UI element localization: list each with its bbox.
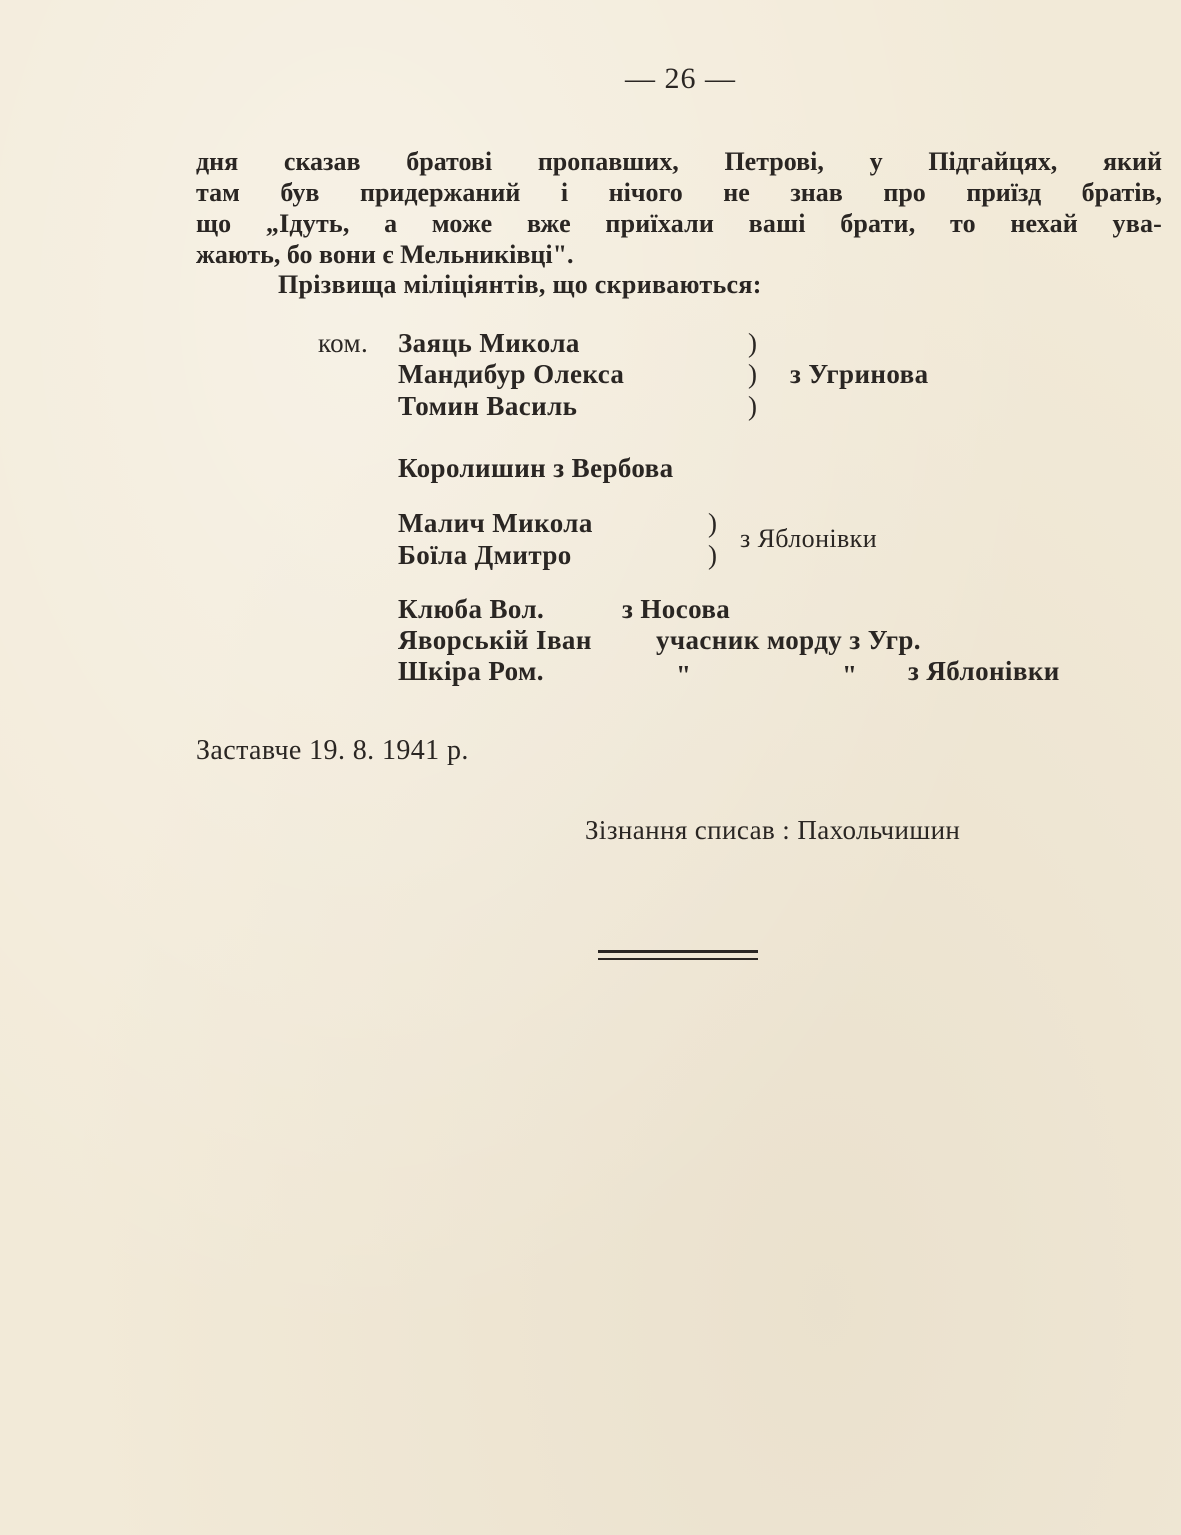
place-of-origin: з Яблонівки [740,524,878,553]
place-of-origin: з Носова [622,594,731,624]
place-of-origin: з Угринова [790,359,929,389]
date-line: Заставче 19. 8. 1941 р. [196,735,469,766]
militia-note: учасник морду з Угр. [656,625,921,655]
signature-line: Зізнання списав : Пахольчишин [585,815,961,845]
ditto-mark: " [842,660,858,690]
separator-rule-bottom [598,958,758,960]
militia-name: Заяць Микола [398,328,580,358]
bracket: ) [708,540,718,570]
militia-name: Шкіра Ром. [398,656,544,686]
paragraph-line: що „Ідуть, а може вже приїхали ваші брати, то нехай ува- [196,209,1162,238]
paragraph-line: там був придержаний і нічого не знав про приїзд братів, [196,178,1162,207]
place-of-origin: з Яблонівки [908,656,1060,686]
body-paragraph [196,146,1162,270]
militia-name: Клюба Вол. [398,594,545,624]
bracket: ) [748,359,758,389]
militia-name: Яворськiй Іван [398,625,592,655]
bracket: ) [748,391,758,421]
paragraph-line: дня сказав братові пропавших, Петрові, у Підгайцях, який [196,147,1162,176]
page-number: — 26 — [625,62,736,95]
militia-name: Малич Микола [398,508,593,538]
militia-name: Боїла Дмитро [398,540,572,570]
rank-prefix: ком. [318,328,369,358]
ditto-mark: " [676,660,692,690]
paragraph-line: жають, бо вони є Мельниківці". [196,240,574,269]
separator-rule-top [598,950,758,953]
militia-name: Томин Василь [398,391,578,421]
bracket: ) [748,328,758,358]
list-heading: Прізвища міліціянтів, що скриваються: [278,270,762,299]
bracket: ) [708,508,718,538]
militia-name: Мандибур Олекса [398,359,625,389]
militia-name: Королишин з Вербова [398,453,674,483]
